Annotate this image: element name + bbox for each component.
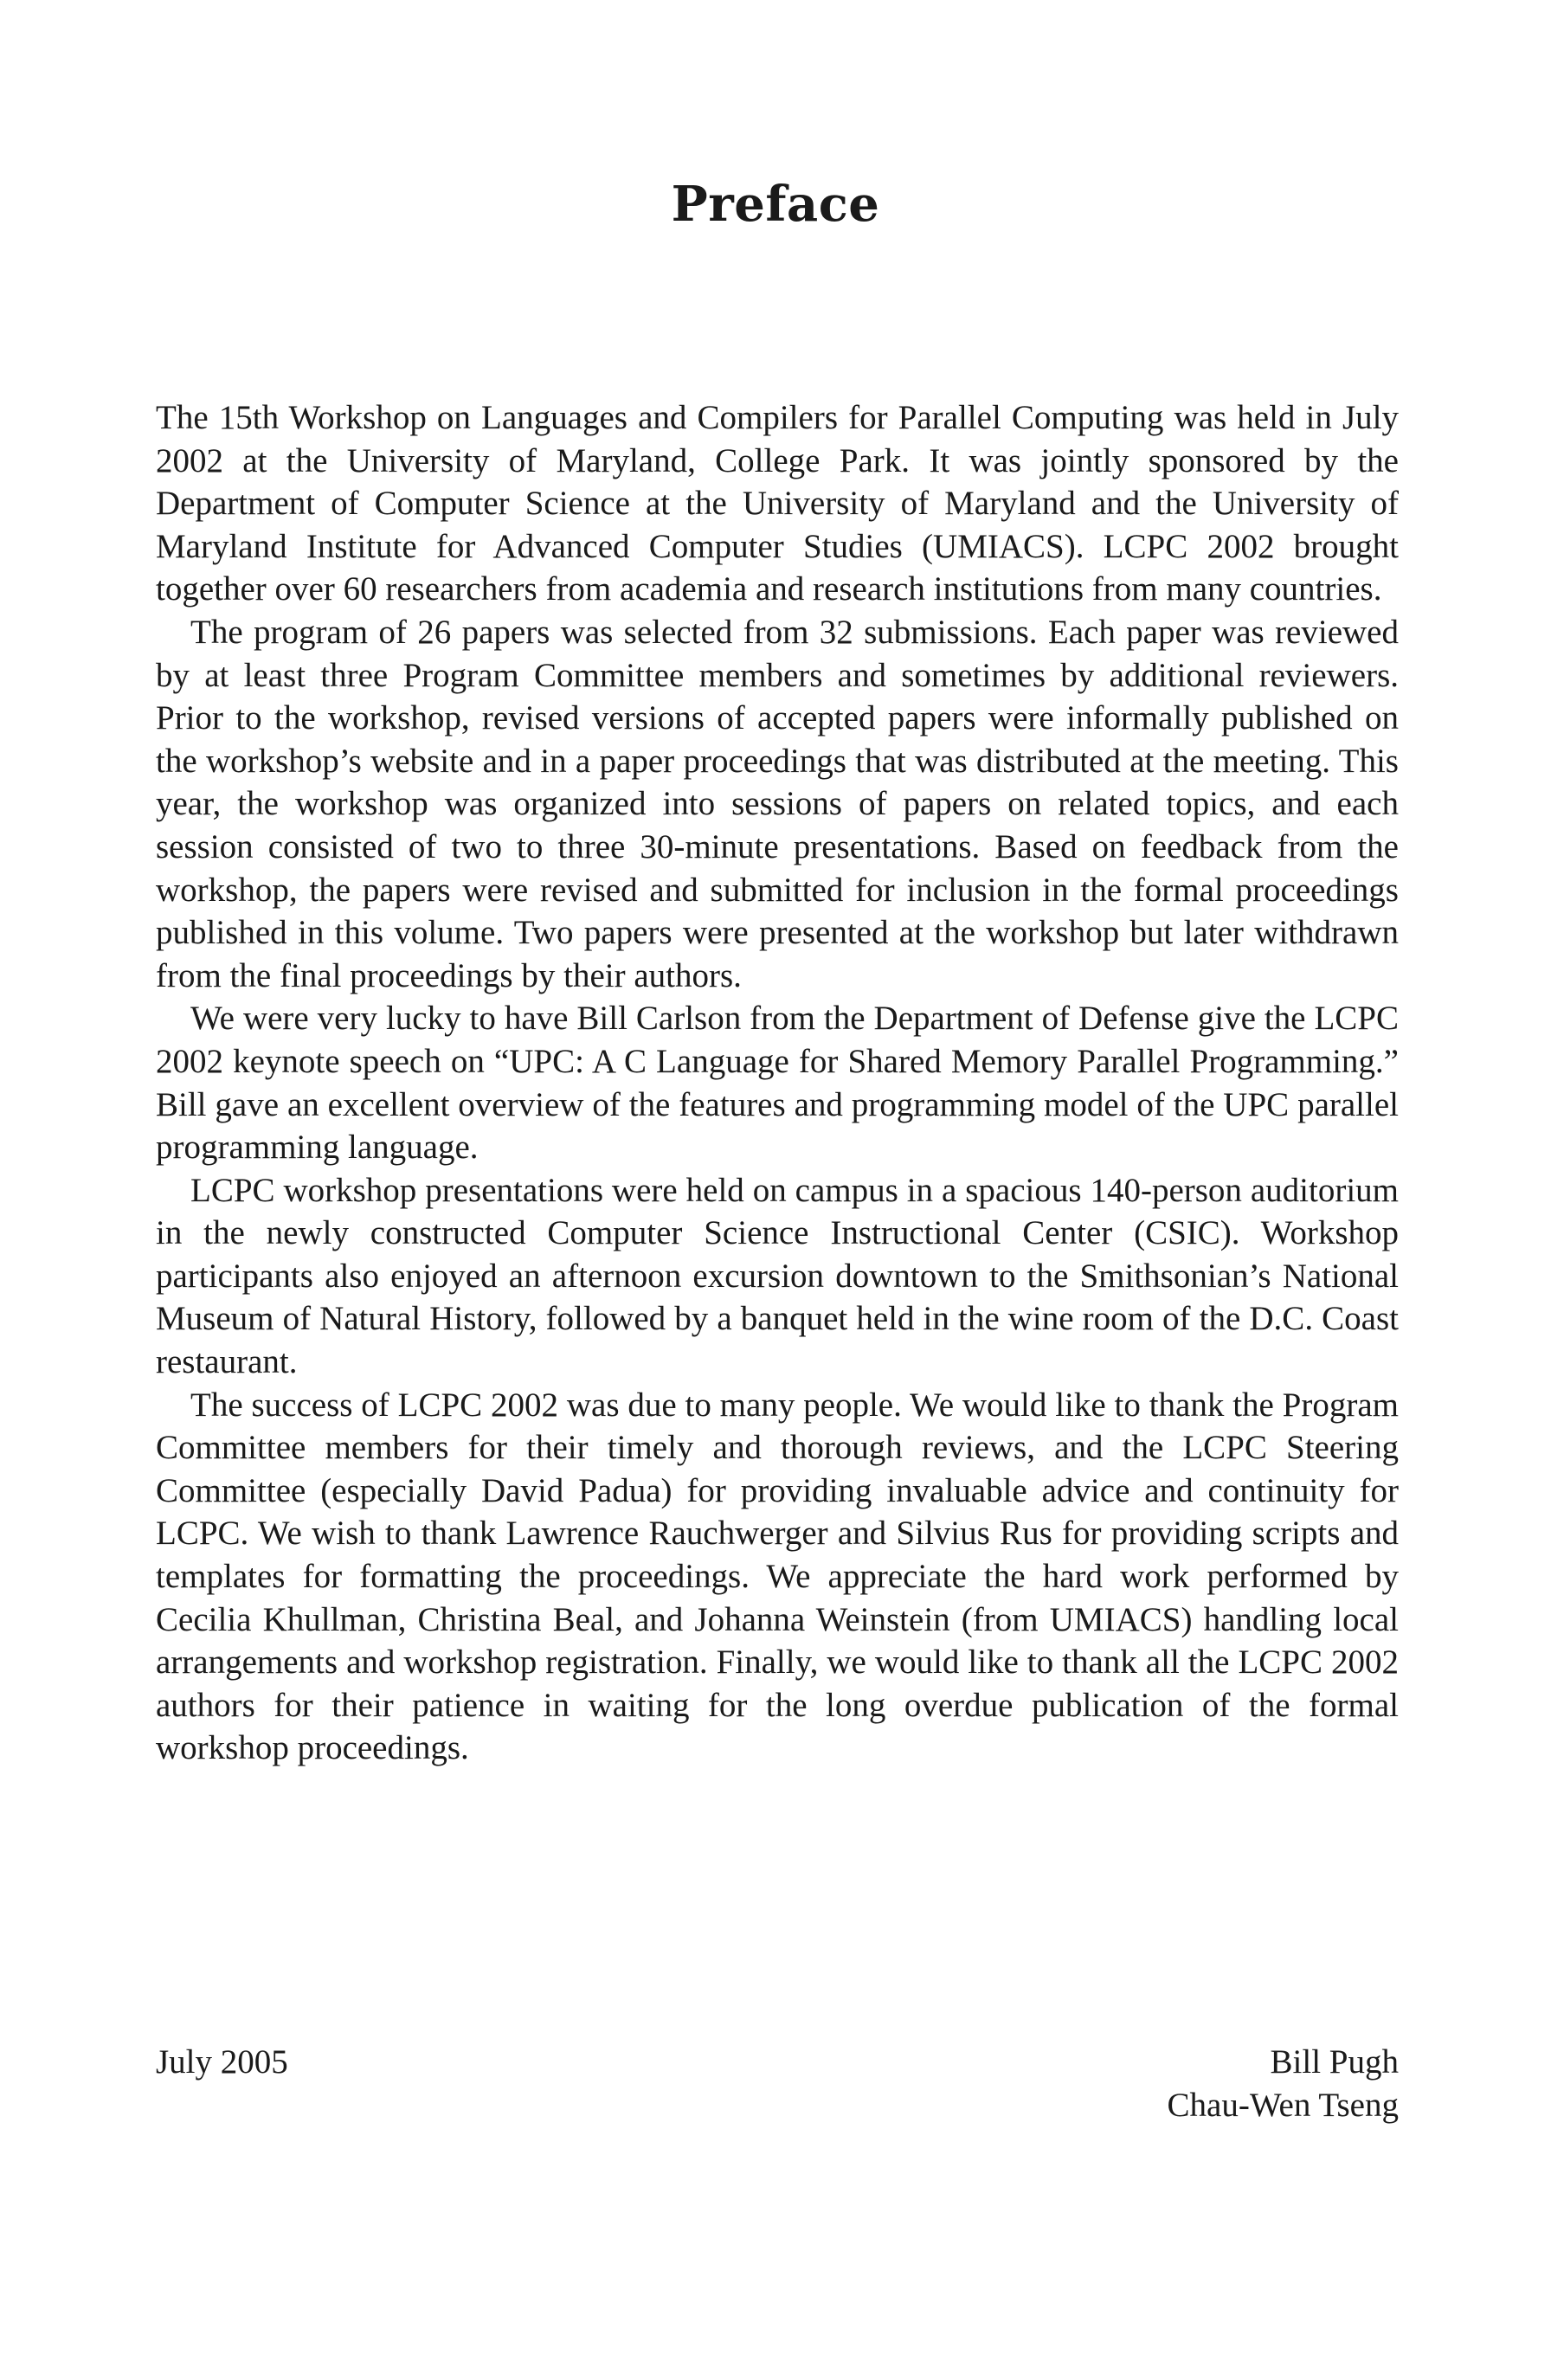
paragraph-4: LCPC workshop presentations were held on campus in a spacious 140-person auditorium in the newly constructed Computer Science Instructional Center (CSIC). Workshop participants also enjoyed an afternoon excursion downtown to the Smithsonian’s National Museum of Natural History, followed by a banquet held in the wine room of the D.C. Coast restaurant.	[156, 1171, 1399, 1381]
author-name: Bill Pugh	[1270, 2043, 1399, 2081]
paragraph-5: The success of LCPC 2002 was due to many people. We would like to thank the Program Committee members for their timely and thorough reviews, and the LCPC Steering Committee (especially David Padua) for providing invaluable advice and continuity for LCPC. We wish to thank Lawrence Rauchwerger and Silvius Rus for providing scripts and templates for formatting the proceedings. We appreciate the hard work performed by Cecilia Khullman, Christina Beal, and Johanna Weinstein (from UMIACS) handling local arrangements and workshop registration. Finally, we would like to thank all the LCPC 2002 authors for their patience in waiting for the long overdue publication of the formal workshop proceedings.	[156, 1386, 1399, 1767]
author-name: Chau-Wen Tseng	[1167, 2087, 1399, 2124]
paragraph-1: The 15th Workshop on Languages and Compilers for Parallel Computing was held in July 2002 at the University of Maryland, College Park. It was jointly sponsored by the Department of Computer Science at the University of Maryland and the University of Maryland Institute for Advanced Computer Studies (UMIACS). LCPC 2002 brought together over 60 researchers from academia and research institutions from many countries.	[156, 399, 1399, 608]
signoff-date: July 2005	[156, 2043, 288, 2081]
signoff-authors	[1168, 2041, 1399, 2127]
page-title: Preface	[671, 176, 880, 233]
paragraph-3: We were very lucky to have Bill Carlson from the Department of Defense give the LCPC 2002 keynote speech on “UPC: A C Language for Shared Memory Parallel Programming.” Bill gave an excellent overview of the features and programming model of the UPC parallel programming language.	[156, 1000, 1399, 1167]
paragraph-2: The program of 26 papers was selected from 32 submissions. Each paper was reviewed by at least three Program Committee members and sometimes by additional reviewers. Prior to the workshop, revised versions of accepted papers were informally published on the workshop’s website and in a paper proceedings that was distributed at the meeting. This year, the workshop was organized into sessions of papers on related topics, and each session consisted of two to three 30-minute presentations. Based on feedback from the workshop, the papers were revised and submitted for inclusion in the formal proceedings published in this volume. Two papers were presented at the workshop but later withdrawn from the final proceedings by their authors.	[156, 613, 1399, 994]
preface-body	[156, 396, 1399, 1770]
signoff	[156, 2041, 1399, 2136]
